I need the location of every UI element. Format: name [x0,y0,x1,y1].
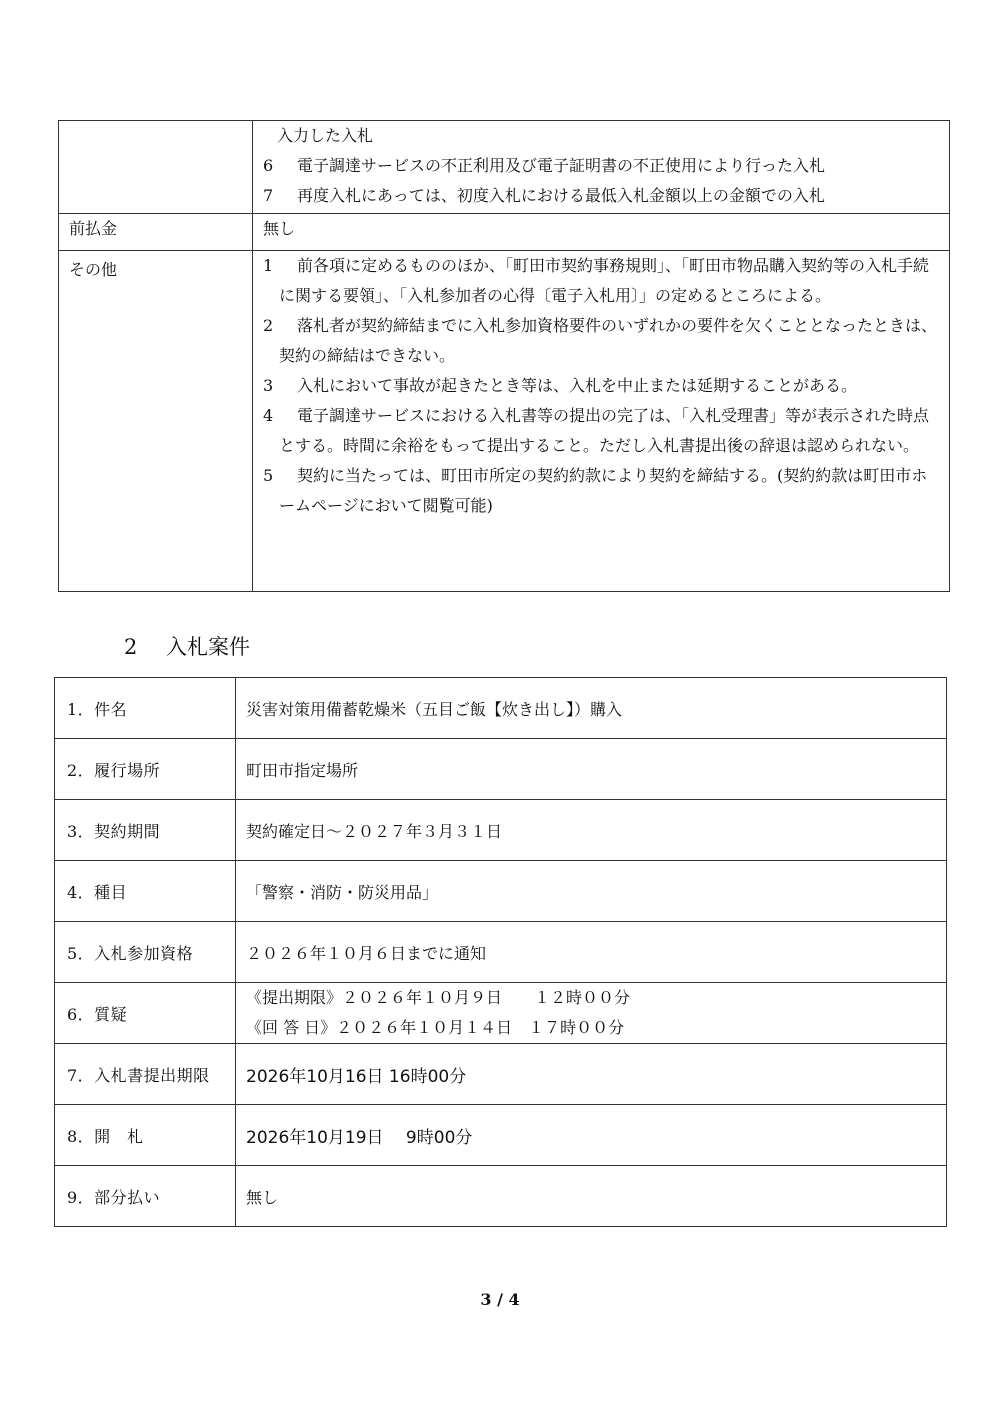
list-item-number: 6 [263,156,274,175]
list-item [263,181,941,211]
bid-deadline-label: 7．入札書提出期限 [55,1044,236,1105]
item-name-value: 災害対策用備蓄乾燥米（五目ご飯【炊き出し】）購入 [236,678,947,739]
others-label: その他 [59,251,253,592]
list-item-text: 契約に当たっては、町田市所定の契約約款により契約を締結する。(契約約款は町田市ホームページにおいて閲覧可能) [279,466,928,515]
advance-payment-value: 無し [253,214,950,251]
table-row [55,1166,947,1227]
list-item [263,121,941,151]
list-item-text: 電子調達サービスにおける入札書等の提出の完了は、「入札受理書」等が表示された時点とする。時間に余裕をもって提出すること。ただし入札書提出後の辞退は認められない。 [279,406,930,455]
section-heading [124,630,250,664]
table-row [59,121,950,214]
delivery-location-value: 町田市指定場所 [236,739,947,800]
list-item-text: 入力した入札 [277,126,374,145]
contract-period-value: 契約確定日～２０２７年３月３１日 [236,800,947,861]
table-row [55,1105,947,1166]
list-item-number: 2 [263,316,274,335]
list-item-text: 再度入札にあっては、初度入札における最低入札金額以上の金額での入札 [297,186,825,205]
table-row [55,678,947,739]
list-item-number: 1 [263,256,274,275]
table-row [55,922,947,983]
list-item-text: 入札において事故が起きたとき等は、入札を中止または延期することがある。 [297,376,858,395]
questions-answer-date: 《回 答 日》２０２６年１０月１４日 １７時００分 [246,1018,625,1037]
table-row [59,251,950,592]
list-item-text: 落札者が契約締結までに入札参加資格要件のいずれかの要件を欠くこととなったときは、契約の締結はできない。 [279,316,938,365]
category-value: 「警察・消防・防災用品」 [236,861,947,922]
invalid-bids-cell [253,121,950,214]
list-item-number: 3 [263,376,274,395]
list-item [263,311,941,371]
table-row [55,861,947,922]
section-number: 2 [124,635,138,659]
list-item-number: 4 [263,406,274,425]
table-row [59,214,950,251]
bid-opening-value: 2026年10月19日 9時00分 [236,1105,947,1166]
table-row [55,1044,947,1105]
questions-label: 6．質疑 [55,983,236,1044]
delivery-location-label: 2．履行場所 [55,739,236,800]
list-item-number: 7 [263,186,274,205]
bid-deadline-value: 2026年10月16日 16時00分 [236,1044,947,1105]
questions-value [236,983,947,1044]
bid-details-table [54,677,947,1227]
others-cell [253,251,950,592]
list-item [263,151,941,181]
category-label: 4．種目 [55,861,236,922]
empty-label-cell [59,121,253,214]
advance-payment-label: 前払金 [59,214,253,251]
list-item [263,371,941,401]
section-title: 入札案件 [166,635,250,659]
list-item [263,251,941,311]
table-row [55,739,947,800]
list-item [263,461,941,521]
qualification-label: 5．入札参加資格 [55,922,236,983]
list-item-text: 電子調達サービスの不正利用及び電子証明書の不正使用により行った入札 [297,156,826,175]
list-item [263,401,941,461]
partial-payment-label: 9．部分払い [55,1166,236,1227]
contract-period-label: 3．契約期間 [55,800,236,861]
questions-deadline: 《提出期限》２０２６年１０月９日 １２時００分 [246,988,631,1007]
list-item-number: 5 [263,466,274,485]
bid-opening-label: 8．開 札 [55,1105,236,1166]
conditions-table [58,120,950,592]
page-number: 3 / 4 [480,1290,520,1309]
list-item-text: 前各項に定めるもののほか、「町田市契約事務規則」、「町田市物品購入契約等の入札手続に関する要領」、「入札参加者の心得〔電子入札用〕」の定めるところによる。 [279,256,930,305]
partial-payment-value: 無し [236,1166,947,1227]
table-row [55,800,947,861]
item-name-label: 1．件名 [55,678,236,739]
table-row [55,983,947,1044]
qualification-value: ２０２６年１０月６日までに通知 [236,922,947,983]
